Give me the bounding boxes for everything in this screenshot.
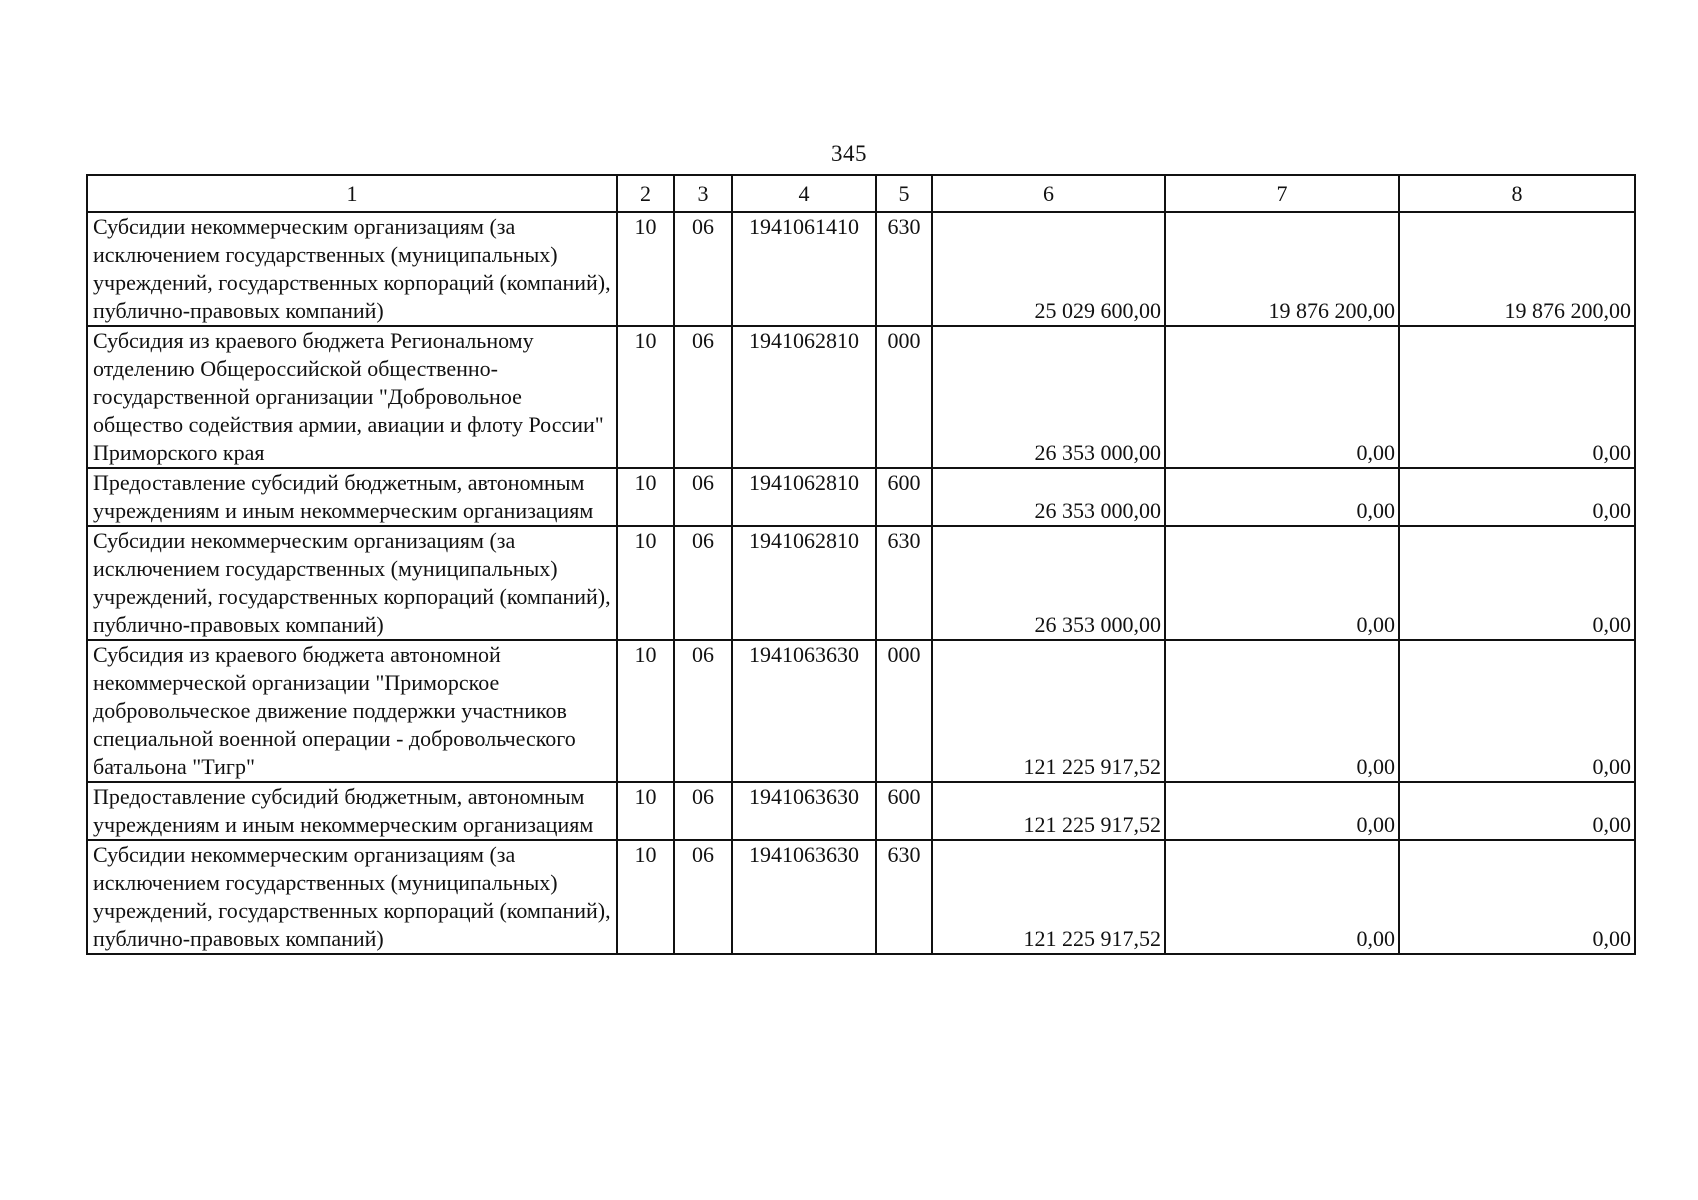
column-header: 5: [876, 175, 932, 212]
amount-col6: 26 353 000,00: [932, 526, 1165, 640]
section-code: 10: [617, 326, 674, 468]
amount-col6: 26 353 000,00: [932, 326, 1165, 468]
column-header: 6: [932, 175, 1165, 212]
amount-col7: 19 876 200,00: [1165, 212, 1399, 326]
amount-col6: 25 029 600,00: [932, 212, 1165, 326]
target-article-code: 1941063630: [732, 640, 876, 782]
expense-type-code: 000: [876, 640, 932, 782]
table-row: [87, 640, 1635, 782]
amount-col7: 0,00: [1165, 326, 1399, 468]
expense-type-code: 630: [876, 212, 932, 326]
table-row: [87, 782, 1635, 840]
amount-col7: 0,00: [1165, 782, 1399, 840]
expense-type-code: 000: [876, 326, 932, 468]
expense-type-code: 600: [876, 782, 932, 840]
column-header: 7: [1165, 175, 1399, 212]
target-article-code: 1941062810: [732, 326, 876, 468]
table-row: [87, 468, 1635, 526]
expense-type-code: 630: [876, 840, 932, 954]
table-body: [87, 212, 1635, 954]
row-name: Субсидия из краевого бюджета автономной некоммерческой организации "Приморское добровольческое движение поддержки участников специальной военной операции - добровольческого батальона "Тигр": [87, 640, 617, 782]
subsection-code: 06: [674, 782, 732, 840]
subsection-code: 06: [674, 326, 732, 468]
section-code: 10: [617, 840, 674, 954]
amount-col8: 0,00: [1399, 640, 1635, 782]
row-name: Субсидии некоммерческим организациям (за исключением государственных (муниципальных) учреждений, государственных корпораций (компаний), публично-правовых компаний): [87, 526, 617, 640]
amount-col8: 0,00: [1399, 782, 1635, 840]
target-article-code: 1941063630: [732, 840, 876, 954]
table-row: [87, 212, 1635, 326]
page-number: 345: [831, 141, 867, 166]
row-name: Субсидии некоммерческим организациям (за исключением государственных (муниципальных) учреждений, государственных корпораций (компаний), публично-правовых компаний): [87, 840, 617, 954]
subsection-code: 06: [674, 526, 732, 640]
subsection-code: 06: [674, 212, 732, 326]
table-row: [87, 840, 1635, 954]
row-name: Субсидии некоммерческим организациям (за исключением государственных (муниципальных) учреждений, государственных корпораций (компаний), публично-правовых компаний): [87, 212, 617, 326]
target-article-code: 1941062810: [732, 526, 876, 640]
expense-type-code: 600: [876, 468, 932, 526]
subsection-code: 06: [674, 840, 732, 954]
amount-col7: 0,00: [1165, 840, 1399, 954]
section-code: 10: [617, 468, 674, 526]
amount-col6: 26 353 000,00: [932, 468, 1165, 526]
section-code: 10: [617, 212, 674, 326]
table-header: [87, 175, 1635, 212]
amount-col6: 121 225 917,52: [932, 840, 1165, 954]
section-code: 10: [617, 782, 674, 840]
table-row: [87, 526, 1635, 640]
amount-col6: 121 225 917,52: [932, 640, 1165, 782]
column-header: 3: [674, 175, 732, 212]
budget-table: [86, 174, 1636, 955]
subsection-code: 06: [674, 640, 732, 782]
amount-col8: 0,00: [1399, 840, 1635, 954]
target-article-code: 1941061410: [732, 212, 876, 326]
table-row: [87, 326, 1635, 468]
row-name: Предоставление субсидий бюджетным, автономным учреждениям и иным некоммерческим организациям: [87, 468, 617, 526]
section-code: 10: [617, 526, 674, 640]
column-header: 1: [87, 175, 617, 212]
amount-col8: 0,00: [1399, 326, 1635, 468]
amount-col7: 0,00: [1165, 640, 1399, 782]
header-row: [87, 175, 1635, 212]
row-name: Субсидия из краевого бюджета Региональному отделению Общероссийской общественно-государственной организации "Добровольное общество содействия армии, авиации и флоту России" Приморского края: [87, 326, 617, 468]
amount-col8: 0,00: [1399, 468, 1635, 526]
section-code: 10: [617, 640, 674, 782]
column-header: 8: [1399, 175, 1635, 212]
amount-col7: 0,00: [1165, 526, 1399, 640]
expense-type-code: 630: [876, 526, 932, 640]
target-article-code: 1941063630: [732, 782, 876, 840]
amount-col8: 0,00: [1399, 526, 1635, 640]
column-header: 2: [617, 175, 674, 212]
amount-col7: 0,00: [1165, 468, 1399, 526]
row-name: Предоставление субсидий бюджетным, автономным учреждениям и иным некоммерческим организациям: [87, 782, 617, 840]
column-header: 4: [732, 175, 876, 212]
subsection-code: 06: [674, 468, 732, 526]
amount-col6: 121 225 917,52: [932, 782, 1165, 840]
amount-col8: 19 876 200,00: [1399, 212, 1635, 326]
target-article-code: 1941062810: [732, 468, 876, 526]
